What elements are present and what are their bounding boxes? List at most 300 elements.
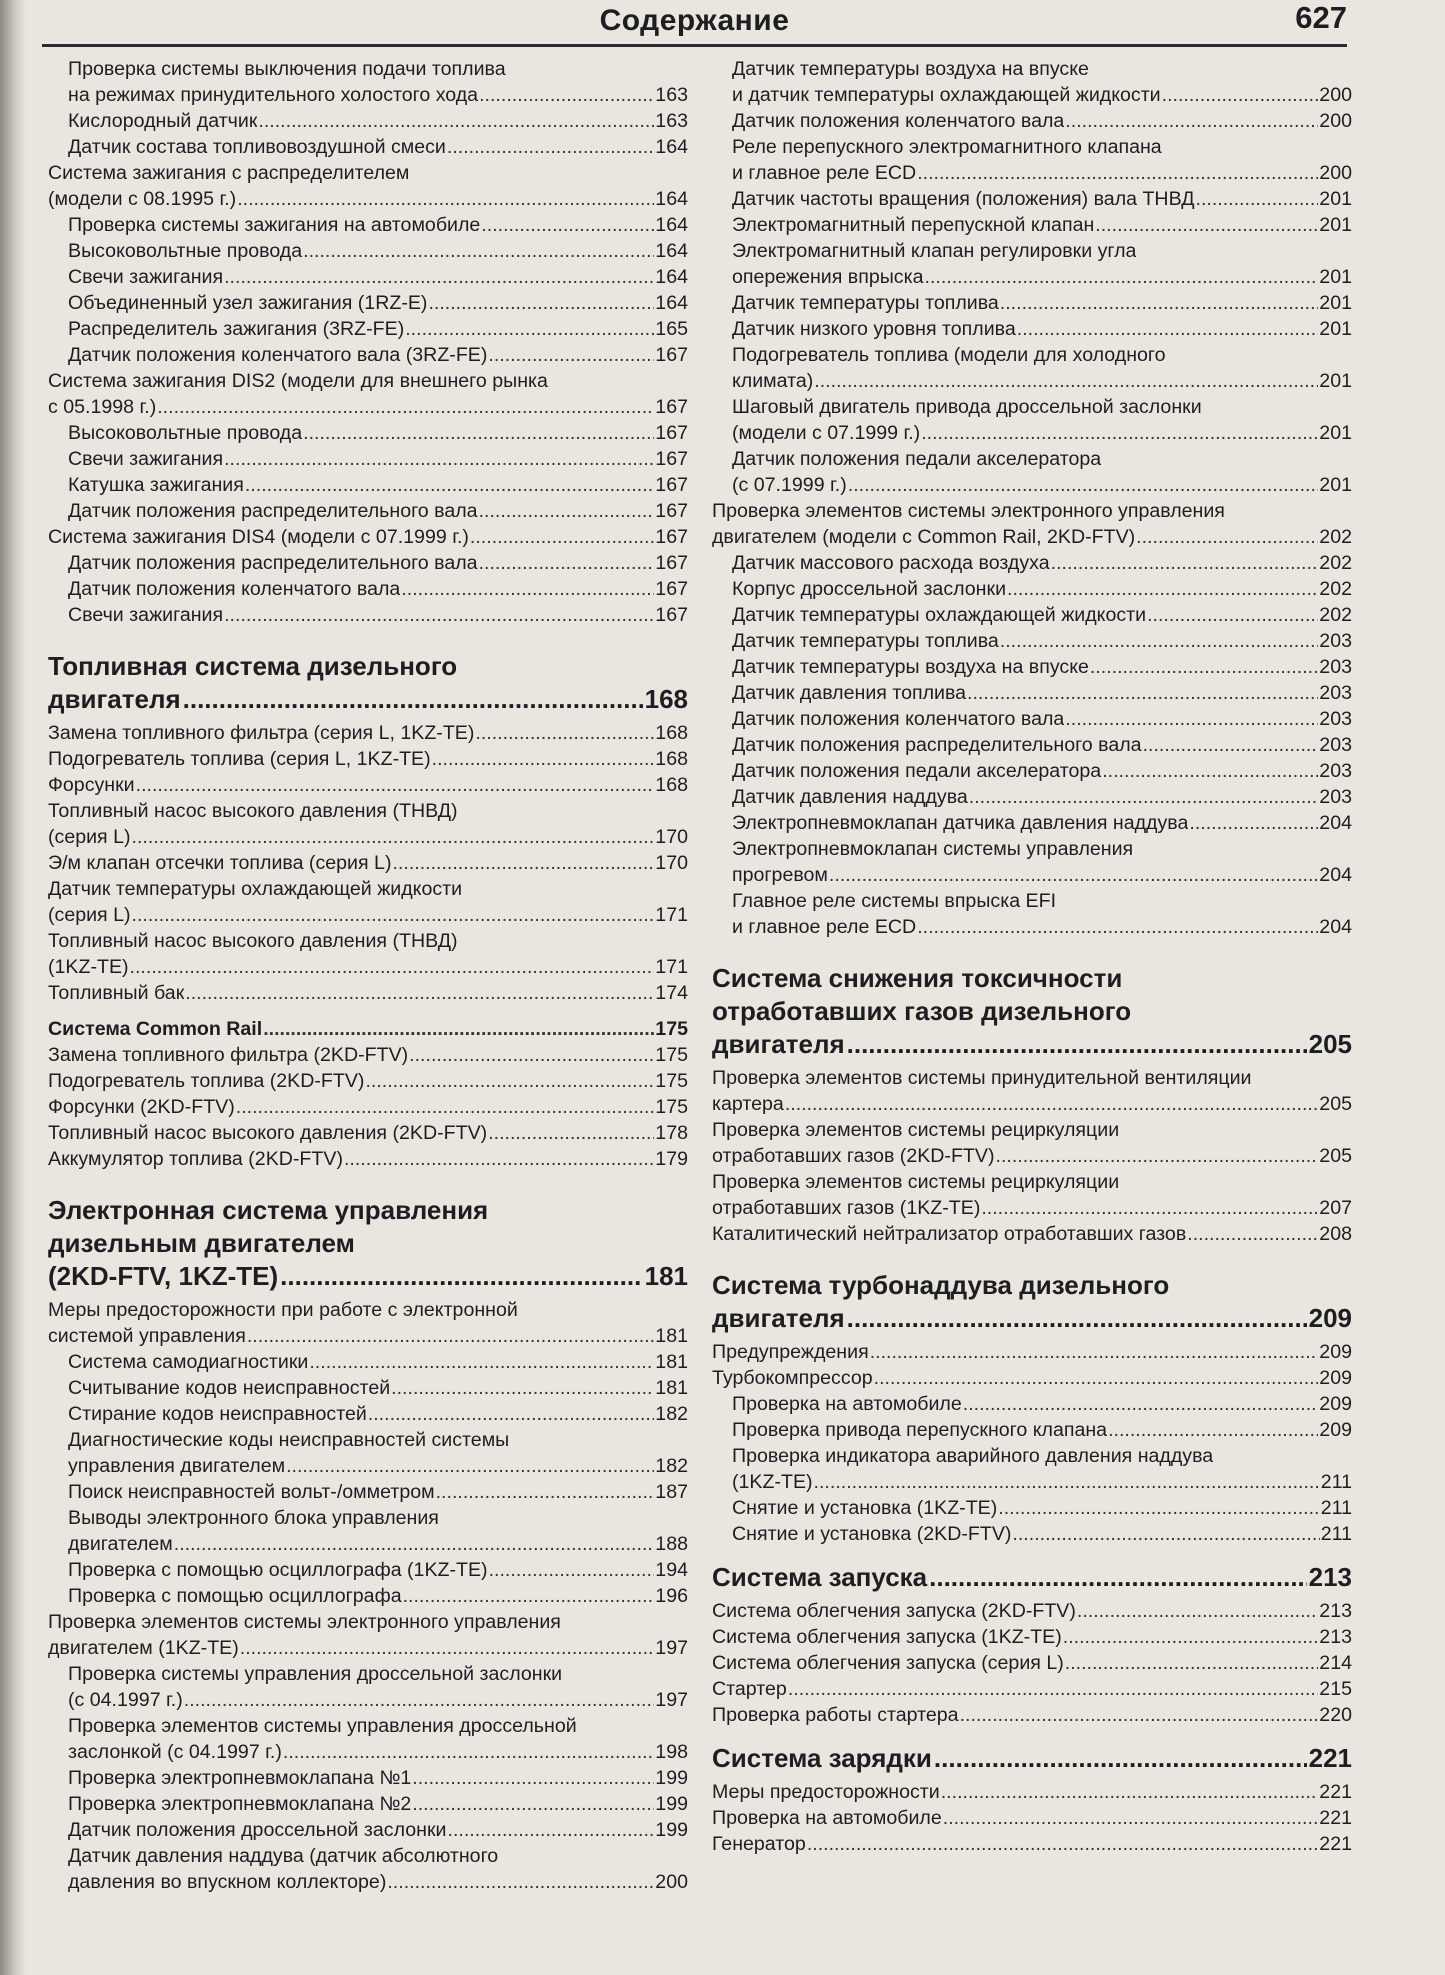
toc-entry-text: Проверка с помощью осциллографа (1KZ-TE) — [68, 1559, 488, 1581]
toc-entry-text: Датчик положения дроссельной заслонки — [68, 1819, 447, 1841]
toc-page-number: 202 — [1319, 552, 1352, 574]
toc-entry — [712, 888, 1352, 940]
toc-leader-dots — [1108, 1417, 1318, 1443]
toc-page-number: 164 — [655, 240, 688, 262]
toc-entry — [48, 1583, 688, 1609]
toc-entry-text: двигателя — [48, 684, 181, 714]
toc-leader-dots — [309, 1349, 654, 1375]
toc-entry-text: (серия L) — [48, 826, 131, 848]
toc-entry-text: Датчик частоты вращения (положения) вала ТНВД — [732, 188, 1195, 210]
toc-entry — [712, 316, 1352, 342]
toc-leader-dots — [1162, 82, 1319, 108]
toc-leader-dots — [929, 1561, 1306, 1594]
toc-page-number: 209 — [1308, 1303, 1352, 1333]
toc-entry-text: Подогреватель топлива (2KD-FTV) — [48, 1070, 365, 1092]
toc-leader-dots — [130, 954, 655, 980]
toc-entry-text: Датчик давления наддува — [732, 786, 968, 808]
toc-entry-text: Главное реле системы впрыска EFI — [732, 890, 1057, 912]
toc-page-number: 182 — [655, 1455, 688, 1477]
toc-leader-dots — [365, 1068, 654, 1094]
toc-entry — [48, 238, 688, 264]
toc-entry — [712, 238, 1352, 290]
toc-section-heading — [712, 1742, 1352, 1775]
toc-leader-dots — [286, 1453, 654, 1479]
toc-page-number: 164 — [655, 136, 688, 158]
toc-page-number: 204 — [1319, 864, 1352, 886]
toc-page-number: 221 — [1319, 1833, 1352, 1855]
toc-leader-dots — [807, 1831, 1318, 1857]
toc-page-number: 199 — [655, 1793, 688, 1815]
toc-entry-text: Топливный бак — [48, 982, 185, 1004]
toc-entry — [712, 836, 1352, 888]
toc-entry-text: Меры предосторожности при работе с электронной — [48, 1299, 518, 1321]
toc-page-number: 168 — [655, 774, 688, 796]
toc-leader-dots — [409, 1042, 654, 1068]
toc-entry-text: Проверка с помощью осциллографа — [68, 1585, 402, 1607]
toc-page-number: 182 — [655, 1403, 688, 1425]
toc-page-number: 167 — [655, 552, 688, 574]
toc-entry-text: Проверка электропневмоклапана №2 — [68, 1793, 412, 1815]
toc-entry-text: двигателя — [712, 1303, 845, 1333]
toc-leader-dots — [481, 212, 654, 238]
toc-leader-dots — [943, 1805, 1319, 1831]
toc-page-number: 205 — [1319, 1145, 1352, 1167]
toc-entry — [712, 1391, 1352, 1417]
toc-page-number: 167 — [655, 474, 688, 496]
toc-leader-dots — [247, 1323, 654, 1349]
toc-page-number: 211 — [1320, 1497, 1352, 1519]
toc-leader-dots — [925, 264, 1319, 290]
toc-leader-dots — [847, 1028, 1307, 1061]
toc-page-number: 181 — [655, 1351, 688, 1373]
toc-entry-text: Считывание кодов неисправностей — [68, 1377, 391, 1399]
toc-leader-dots — [489, 1557, 655, 1583]
toc-leader-dots — [224, 264, 654, 290]
toc-entry — [48, 1817, 688, 1843]
toc-leader-dots — [436, 1479, 655, 1505]
toc-entry-text: (модели с 08.1995 г.) — [48, 188, 237, 210]
toc-entry — [48, 316, 688, 342]
toc-page-number: 214 — [1319, 1652, 1352, 1674]
toc-leader-dots — [174, 1531, 655, 1557]
toc-entry — [712, 446, 1352, 498]
toc-entry-text: Кислородный датчик — [68, 110, 258, 132]
toc-leader-dots — [1095, 212, 1318, 238]
toc-entry-text: давления во впускном коллекторе) — [68, 1871, 387, 1893]
toc-leader-dots — [475, 720, 654, 746]
toc-entry — [712, 810, 1352, 836]
toc-entry-text: Датчик давления топлива — [732, 682, 967, 704]
toc-page-number: 164 — [655, 266, 688, 288]
toc-leader-dots — [981, 1195, 1318, 1221]
toc-leader-dots — [1077, 1598, 1318, 1624]
toc-entry — [48, 1042, 688, 1068]
toc-page-number: 203 — [1319, 760, 1352, 782]
toc-entry-text: Топливная система дизельного — [48, 651, 458, 681]
toc-leader-dots — [874, 1365, 1319, 1391]
toc-entry-text: Диагностические коды неисправностей системы — [68, 1429, 510, 1451]
toc-entry — [48, 720, 688, 746]
toc-entry — [712, 342, 1352, 394]
toc-entry-text: Свечи зажигания — [68, 604, 224, 626]
toc-entry-text: Проверка элементов системы рециркуляции — [712, 1119, 1120, 1141]
toc-leader-dots — [921, 420, 1318, 446]
toc-entry — [48, 772, 688, 798]
toc-entry-text: Система Common Rail — [48, 1018, 263, 1040]
toc-entry-text: Аккумулятор топлива (2KD-FTV) — [48, 1148, 343, 1170]
toc-page-number: 187 — [655, 1481, 688, 1503]
running-header — [42, 0, 1347, 47]
toc-page-number: 167 — [655, 344, 688, 366]
toc-entry-text: Электропневмоклапан системы управления — [732, 838, 1134, 860]
toc-entry-text: на режимах принудительного холостого хода — [68, 84, 479, 106]
toc-page-number: 194 — [655, 1559, 688, 1581]
toc-entry-text: Система снижения токсичности — [712, 963, 1123, 993]
toc-page-number: 221 — [1308, 1743, 1352, 1773]
toc-entry-text: Датчик положения педали акселератора — [732, 760, 1102, 782]
toc-entry-text: Топливный насос высокого давления (2KD-FTV) — [48, 1122, 488, 1144]
toc-leader-dots — [412, 1791, 654, 1817]
toc-leader-dots — [392, 850, 654, 876]
toc-entry-text: Датчик положения распределительного вала — [732, 734, 1142, 756]
toc-leader-dots — [132, 824, 655, 850]
toc-entry — [48, 212, 688, 238]
toc-entry-text: Проверка индикатора аварийного давления наддува — [732, 1445, 1214, 1467]
toc-page-number: 164 — [655, 292, 688, 314]
toc-entry — [712, 1221, 1352, 1247]
toc-page-number: 200 — [1319, 162, 1352, 184]
toc-leader-dots — [788, 1676, 1318, 1702]
toc-entry-text: Электромагнитный клапан регулировки угла — [732, 240, 1137, 262]
toc-leader-dots — [847, 1302, 1307, 1335]
toc-page-number: 221 — [1319, 1807, 1352, 1829]
toc-entry-text: Система облегчения запуска (2KD-FTV) — [712, 1600, 1076, 1622]
toc-entry — [712, 394, 1352, 446]
toc-page-number: 203 — [1319, 682, 1352, 704]
toc-entry — [48, 1765, 688, 1791]
toc-page-number: 201 — [1319, 318, 1352, 340]
toc-entry-text: (2KD-FTV, 1KZ-TE) — [48, 1261, 279, 1291]
toc-entry — [48, 850, 688, 876]
toc-entry — [712, 1417, 1352, 1443]
toc-page-number: 202 — [1319, 604, 1352, 626]
toc-entry — [48, 56, 688, 108]
toc-entry-text: Датчик температуры охлаждающей жидкости — [732, 604, 1147, 626]
toc-page-number: 167 — [655, 578, 688, 600]
toc-page-number: 167 — [655, 422, 688, 444]
toc-entry-text: Система облегчения запуска (серия L) — [712, 1652, 1064, 1674]
toc-leader-dots — [814, 368, 1318, 394]
toc-page-number: 209 — [1319, 1341, 1352, 1363]
toc-page-number: 221 — [1319, 1781, 1352, 1803]
toc-entry — [712, 212, 1352, 238]
toc-leader-dots — [391, 1375, 654, 1401]
toc-page-number: 163 — [655, 110, 688, 132]
toc-page-number: 199 — [655, 1819, 688, 1841]
toc-entry-text: Датчик массового расхода воздуха — [732, 552, 1050, 574]
toc-leader-dots — [1189, 810, 1318, 836]
toc-entry — [48, 160, 688, 212]
toc-entry-text: Датчик положения коленчатого вала — [68, 578, 401, 600]
toc-page-number: 203 — [1319, 656, 1352, 678]
toc-entry — [712, 758, 1352, 784]
toc-entry — [712, 134, 1352, 186]
toc-page-number: 175 — [655, 1044, 688, 1066]
toc-leader-dots — [934, 1742, 1307, 1775]
toc-page-number: 167 — [655, 604, 688, 626]
toc-page-number: 209 — [1319, 1393, 1352, 1415]
toc-entry-text: Свечи зажигания — [68, 266, 224, 288]
toc-entry — [48, 1120, 688, 1146]
toc-page-number: 215 — [1319, 1678, 1352, 1700]
toc-leader-dots — [917, 914, 1318, 940]
toc-entry-text: с 05.1998 г.) — [48, 396, 157, 418]
toc-leader-dots — [1136, 524, 1318, 550]
toc-leader-dots — [132, 902, 655, 928]
toc-leader-dots — [224, 602, 654, 628]
toc-entry-text: Проверка системы выключения подачи топлива — [68, 58, 506, 80]
toc-entry-text: Предупреждения — [712, 1341, 869, 1363]
toc-entry — [48, 498, 688, 524]
toc-entry — [48, 1297, 688, 1349]
toc-entry — [48, 1094, 688, 1120]
toc-entry-text: Свечи зажигания — [68, 448, 224, 470]
toc-entry — [712, 654, 1352, 680]
toc-entry-text: Меры предосторожности — [712, 1781, 940, 1803]
toc-page-number: 213 — [1308, 1562, 1352, 1592]
toc-page-number: 164 — [655, 214, 688, 236]
toc-page-number: 175 — [655, 1070, 688, 1092]
toc-page-number: 167 — [655, 526, 688, 548]
toc-entry-text: Снятие и установка (1KZ-TE) — [732, 1497, 998, 1519]
toc-page-number: 205 — [1319, 1093, 1352, 1115]
toc-entry-text: Высоковольтные провода — [68, 422, 303, 444]
toc-leader-dots — [829, 862, 1318, 888]
toc-page-number: 213 — [1319, 1600, 1352, 1622]
toc-entry-text: Высоковольтные провода — [68, 240, 303, 262]
toc-entry-text: Проверка на автомобиле — [732, 1393, 962, 1415]
toc-entry-text: Датчик давления наддува (датчик абсолютного — [68, 1845, 499, 1867]
toc-entry-text: отработавших газов (1KZ-TE) — [712, 1197, 981, 1219]
toc-entry-text: (модели с 07.1999 г.) — [732, 422, 921, 444]
toc-entry — [712, 1624, 1352, 1650]
toc-entry-text: двигателя — [712, 1029, 845, 1059]
toc-leader-dots — [184, 1687, 655, 1713]
toc-leader-dots — [224, 446, 654, 472]
toc-page-number: 181 — [655, 1377, 688, 1399]
toc-section-heading — [48, 1194, 688, 1293]
toc-entry — [48, 1791, 688, 1817]
toc-entry-text: Проверка элементов системы рециркуляции — [712, 1171, 1120, 1193]
toc-entry — [48, 1401, 688, 1427]
toc-page-number: 170 — [655, 826, 688, 848]
toc-entry — [48, 980, 688, 1006]
toc-leader-dots — [1187, 1221, 1318, 1247]
toc-leader-dots — [344, 1146, 654, 1172]
toc-entry — [48, 1146, 688, 1172]
toc-entry — [712, 290, 1352, 316]
toc-entry — [712, 498, 1352, 550]
toc-entry — [48, 446, 688, 472]
toc-leader-dots — [488, 1120, 654, 1146]
toc-leader-dots — [870, 1339, 1319, 1365]
toc-entry-text: Электропневмоклапан датчика давления наддува — [732, 812, 1189, 834]
toc-page-number: 202 — [1319, 526, 1352, 548]
toc-entry-text: Датчик состава топливовоздушной смеси — [68, 136, 446, 158]
toc-leader-dots — [479, 550, 655, 576]
toc-leader-dots — [448, 1817, 655, 1843]
toc-entry — [712, 1169, 1352, 1221]
toc-entry — [48, 290, 688, 316]
toc-leader-dots — [258, 108, 654, 134]
toc-leader-dots — [387, 1869, 654, 1895]
toc-page-number: 179 — [655, 1148, 688, 1170]
toc-page-number: 197 — [655, 1637, 688, 1659]
toc-leader-dots — [403, 1583, 655, 1609]
toc-entry — [712, 1805, 1352, 1831]
toc-page-number: 164 — [655, 188, 688, 210]
toc-entry — [712, 1339, 1352, 1365]
toc-leader-dots — [237, 186, 654, 212]
toc-page-number: 200 — [655, 1871, 688, 1893]
toc-entry — [712, 108, 1352, 134]
toc-entry — [712, 628, 1352, 654]
toc-entry — [712, 1495, 1352, 1521]
toc-page-number: 181 — [655, 1325, 688, 1347]
toc-entry-text: Датчик температуры топлива — [732, 630, 999, 652]
toc-entry-text: Датчик температуры воздуха на впуске — [732, 58, 1089, 80]
toc-entry — [48, 1479, 688, 1505]
toc-leader-dots — [998, 1495, 1319, 1521]
toc-leader-dots — [245, 472, 654, 498]
toc-entry — [48, 1427, 688, 1479]
toc-entry-text: Проверка системы управления дроссельной заслонки — [68, 1663, 563, 1685]
toc-leader-dots — [136, 772, 655, 798]
toc-entry — [712, 186, 1352, 212]
toc-entry-text: Генератор — [712, 1833, 806, 1855]
toc-entry — [48, 1375, 688, 1401]
toc-page-number: 207 — [1319, 1197, 1352, 1219]
toc-page-number: 168 — [655, 722, 688, 744]
toc-page-number: 196 — [655, 1585, 688, 1607]
toc-entry-text: (1KZ-TE) — [732, 1471, 813, 1493]
toc-entry-text: прогревом — [732, 864, 828, 886]
toc-entry-text: Реле перепускного электромагнитного клапана — [732, 136, 1162, 158]
toc-entry-text: климата) — [732, 370, 814, 392]
toc-page-number: 170 — [655, 852, 688, 874]
toc-entry-text: управления двигателем — [68, 1455, 286, 1477]
toc-entry — [48, 550, 688, 576]
toc-leader-dots — [488, 342, 654, 368]
toc-section-heading — [712, 962, 1352, 1061]
toc-entry — [712, 1521, 1352, 1547]
toc-entry — [48, 342, 688, 368]
toc-page-number: 198 — [655, 1741, 688, 1763]
toc-entry-text: Шаговый двигатель привода дроссельной заслонки — [732, 396, 1202, 418]
toc-entry-text: Проверка элементов системы электронного управления — [48, 1611, 561, 1633]
toc-entry — [712, 1117, 1352, 1169]
toc-entry — [48, 876, 688, 928]
toc-entry — [712, 1650, 1352, 1676]
toc-entry-text: Выводы электронного блока управления — [68, 1507, 439, 1529]
toc-entry-text: Корпус дроссельной заслонки — [732, 578, 1007, 600]
toc-leader-dots — [917, 160, 1318, 186]
toc-leader-dots — [1063, 1624, 1319, 1650]
toc-entry-text: Проверка электропневмоклапана №1 — [68, 1767, 412, 1789]
toc-column-left — [48, 56, 688, 1895]
toc-entry — [48, 1609, 688, 1661]
toc-entry-text: Электронная система управления — [48, 1195, 489, 1225]
toc-entry — [48, 420, 688, 446]
toc-leader-dots — [240, 1635, 655, 1661]
toc-page-number: 203 — [1319, 786, 1352, 808]
toc-page-number: 174 — [655, 982, 688, 1004]
toc-entry-text: дизельным двигателем — [48, 1228, 355, 1258]
toc-leader-dots — [401, 576, 654, 602]
toc-entry-text: Система самодиагностики — [68, 1351, 309, 1373]
toc-page-number: 205 — [1308, 1029, 1352, 1059]
page-number: 627 — [1295, 0, 1347, 35]
toc-entry — [48, 1557, 688, 1583]
toc-page-number: 197 — [655, 1689, 688, 1711]
toc-entry-text: Каталитический нейтрализатор отработавших газов — [712, 1223, 1187, 1245]
toc-leader-dots — [479, 82, 654, 108]
toc-leader-dots — [1065, 706, 1318, 732]
toc-section-heading — [48, 650, 688, 716]
toc-entry — [48, 264, 688, 290]
toc-entry-text: Система запуска — [712, 1562, 928, 1592]
toc-entry — [712, 56, 1352, 108]
toc-leader-dots — [941, 1779, 1319, 1805]
toc-page-number: 181 — [644, 1261, 688, 1291]
toc-entry — [48, 798, 688, 850]
toc-entry — [712, 1779, 1352, 1805]
toc-page-number: 209 — [1319, 1367, 1352, 1389]
toc-page-number: 202 — [1319, 578, 1352, 600]
toc-leader-dots — [848, 472, 1319, 498]
toc-entry-text: Датчик положения коленчатого вала (3RZ-FE) — [68, 344, 488, 366]
toc-entry-text: Датчик положения распределительного вала — [68, 500, 478, 522]
toc-page-number: 204 — [1319, 812, 1352, 834]
toc-entry-text: Электромагнитный перепускной клапан — [732, 214, 1095, 236]
toc-leader-dots — [996, 1143, 1319, 1169]
toc-page-number: 175 — [655, 1096, 688, 1118]
toc-entry-text: Датчик температуры охлаждающей жидкости — [48, 878, 463, 900]
toc-page-number: 203 — [1319, 630, 1352, 652]
toc-leader-dots — [303, 238, 654, 264]
toc-entry-text: (серия L) — [48, 904, 131, 926]
toc-leader-dots — [405, 316, 654, 342]
toc-entry — [48, 928, 688, 980]
toc-page-number: 168 — [644, 684, 688, 714]
toc-entry — [48, 134, 688, 160]
toc-leader-dots — [263, 1016, 654, 1042]
toc-entry-text: Датчик положения коленчатого вала — [732, 708, 1065, 730]
toc-page-number: 209 — [1319, 1419, 1352, 1441]
toc-entry-text: Снятие и установка (2KD-FTV) — [732, 1523, 1012, 1545]
toc-entry-text: Проверка системы зажигания на автомобиле — [68, 214, 481, 236]
toc-page-number: 201 — [1319, 422, 1352, 444]
toc-entry-text: Датчик положения распределительного вала — [68, 552, 478, 574]
toc-page-number: 201 — [1319, 474, 1352, 496]
toc-entry — [712, 1702, 1352, 1728]
toc-entry-text: Стартер — [712, 1678, 787, 1700]
toc-entry-text: и главное реле ECD — [732, 916, 917, 938]
toc-entry-text: и датчик температуры охлаждающей жидкости — [732, 84, 1161, 106]
toc-entry-text: Подогреватель топлива (серия L, 1KZ-TE) — [48, 748, 431, 770]
toc-entry-text: Система зажигания DIS2 (модели для внешнего рынка — [48, 370, 548, 392]
toc-leader-dots — [1196, 186, 1319, 212]
